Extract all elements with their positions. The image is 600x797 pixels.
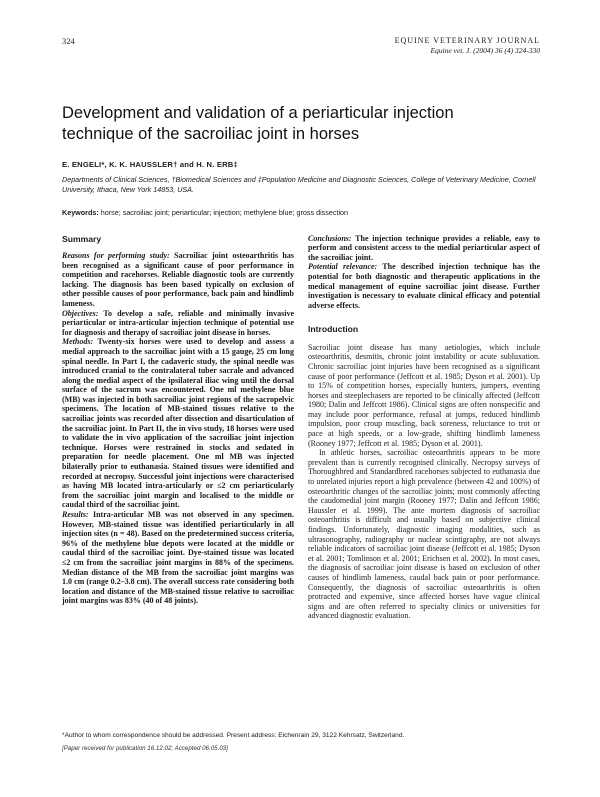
- paragraph-label: Results:: [62, 510, 89, 519]
- summary-paragraph-reasons: [62, 251, 294, 309]
- summary-paragraph-methods: [62, 337, 294, 510]
- paragraph-label: Reasons for performing study:: [62, 250, 170, 260]
- introduction-paragraph-1: Sacroiliac joint disease has many aetiologies, which include osteoarthritis, desmitis, chronic joint instability or acute subluxation. Chronic sacroiliac joint injuries have been recognised as a significant cause of poor performance (Jeffcott et al. 1985; Dyson et al. 2001). Up to 15% of competition horses, especially hunters, jumpers, eventing horses and steeplechasers are reported to be clinically affected (Jeffcott 1980; Dalin and Jeffcott 1986). Clinical signs are often nonspecific and may include poor performance, refusal at jumps, reduced hindlimb impulsion, poor croup muscling, back soreness, reluctance to trot or pace at high speeds, or a low-grade, shifting hindlimb lameness (Rooney 1977; Jeffcott et al. 1985; Dyson et al. 2001).: [308, 342, 540, 448]
- paragraph-text: The injection technique provides a reliable, easy to perform and consistent access to the medial periarticular aspect of the sacroiliac joint.: [308, 233, 540, 262]
- paragraph-text: Intra-articular MB was not observed in any specimen. However, MB-stained tissue was identified periarticularly in all injection sites (n = 48). Based on the predetermined success criteria, 96% of the methylene blue depots were located at the middle or caudal third of the sacroiliac joint. Dye-stained tissue was located ≤2 cm from the sacroiliac joint margins in 88% of the specimens. Median distance of the MB from the sacroiliac joint margins was 1.0 cm (range 0.2–3.8 cm). The overall success rate considering both location and distance of the MB-stained tissue relative to sacroiliac joint margins was 83% (40 of 48 joints).: [62, 510, 294, 606]
- summary-paragraph-results: [62, 510, 294, 606]
- paragraph-text: Sacroiliac joint osteoarthritis has been recognised as a significant cause of poor performance in competition and racehorses. Reliable diagnostic tools are currently lacking. The diagnosis has been based typically on exclusion of other possible causes of poor performance, back pain and hindlimb lameness.: [62, 250, 294, 308]
- affiliation-line: Departments of Clinical Sciences, †Biomedical Sciences and ‡Population Medicine and Diagnostic Sciences, College of Veterinary Medicine, Cornell University, Ithaca, New York 14853, USA.: [62, 175, 536, 194]
- page-header: [62, 36, 540, 55]
- keywords-label: Keywords:: [62, 207, 99, 217]
- keywords-line: [62, 208, 540, 217]
- journal-masthead: [395, 36, 540, 55]
- journal-name: EQUINE VETERINARY JOURNAL: [394, 36, 540, 45]
- authors-line: E. ENGELI*, K. K. HAUSSLER† and H. N. ERB‡: [62, 160, 238, 170]
- paragraph-label: Conclusions:: [308, 233, 352, 243]
- summary-paragraph-conclusions: [308, 234, 540, 263]
- paragraph-label: Objectives:: [62, 308, 99, 318]
- paragraph-text: To develop a safe, reliable and minimally invasive periarticular or intra-articular injection technique of potential use for diagnosis and therapy of sacroiliac joint disease in horses.: [62, 308, 294, 337]
- page-footer: [62, 732, 540, 753]
- introduction-paragraph-2: In athletic horses, sacroiliac osteoarthritis appears to be more prevalent than is currently recognised clinically. Necropsy surveys of Thoroughbred and Standardbred racehorses subjected to euthanasia due to unrelated injuries report a high prevalence (between 42 and 100%) of osteoarthritic changes of the sacroiliac joints; most commonly affecting the caudomedial joint margin (Rooney 1977; Dalin and Jeffcott 1986; Haussler et al. 1999). The ante mortem diagnosis of sacroiliac osteoarthritis is difficult and usually based on subjective clinical findings. Unfortunately, diagnostic imaging modalities, such as ultrasonography, radiography or nuclear scintigraphy, are not always reliable indicators of sacroiliac joint disease (Jeffcott et al. 1985; Dyson et al. 2001; Tomlinson et al. 2001; Erichsen et al. 2002). In most cases, the diagnosis of sacroiliac joint disease is based on exclusion of other causes of hindlimb lameness, caudal back pain or poor performance. Consequently, the diagnosis of sacroiliac osteoarthritis is often protracted and expensive, since affected horses have vague clinical signs and are often referred to specialty clinics or universities for advanced diagnostic evaluation.: [308, 448, 540, 621]
- paragraph-text: Twenty-six horses were used to develop and assess a medial approach to the sacroiliac joint with a 15 gauge, 25 cm long spinal needle. In Part I, the cadaveric study, the spinal needle was introduced cranial to the contralateral tuber sacrale and advanced along the medial aspect of the ipsilateral iliac wing until the dorsal surface of the sacrum was encountered. One ml methylene blue (MB) was injected in both sacroiliac joint regions of the sacropelvic specimens. The location of MB-stained tissues relative to the sacroiliac joints was recorded after dissection and disarticulation of the sacroiliac joint. In Part II, the in vivo study, 18 horses were used to validate the in vivo application of the sacroiliac joint injection technique. Horses were restrained in stocks and sedated in preparation for needle placement. One ml MB was injected bilaterally prior to euthanasia. Stained tissues were identified and recorded at necropsy. Successful joint injections were characterised as having MB located intra-articularly or ≤2 cm periarticularly from the sacroiliac joint margin and localised to the middle or caudal third of the sacroiliac joint.: [62, 337, 294, 510]
- summary-paragraph-objectives: [62, 309, 294, 338]
- paragraph-label: Potential relevance:: [308, 262, 378, 272]
- summary-heading: Summary: [62, 233, 102, 244]
- right-column: [308, 234, 540, 621]
- left-column: [62, 234, 294, 621]
- introduction-heading: Introduction: [308, 324, 359, 335]
- article-body: [62, 234, 540, 621]
- summary-paragraph-relevance: [308, 262, 540, 310]
- paragraph-label: Methods:: [62, 337, 94, 347]
- correspondence-footnote: *Author to whom correspondence should be addressed. Present address: Eichenrain 29, 3122 Kehrsatz, Switzerland.: [62, 731, 405, 739]
- paragraph-text: The described injection technique has the potential for both diagnostic and therapeutic applications in the medical management of equine sacroiliac joint disease. Further investigation is necessary to evaluate clinical efficacy and potential adverse effects.: [308, 262, 540, 310]
- article-title: Development and validation of a periarticular injection technique of the sacroiliac joint in horses: [62, 104, 454, 144]
- received-footnote: [Paper received for publication 16.12.02; Accepted 06.05.03]: [62, 744, 228, 752]
- keywords-text: horse; sacroiliac joint; periarticular; injection; methylene blue; gross dissection: [98, 207, 349, 217]
- journal-citation: Equine vet. J. (2004) 36 (4) 324-330: [430, 46, 540, 55]
- page-number: 324: [62, 36, 75, 46]
